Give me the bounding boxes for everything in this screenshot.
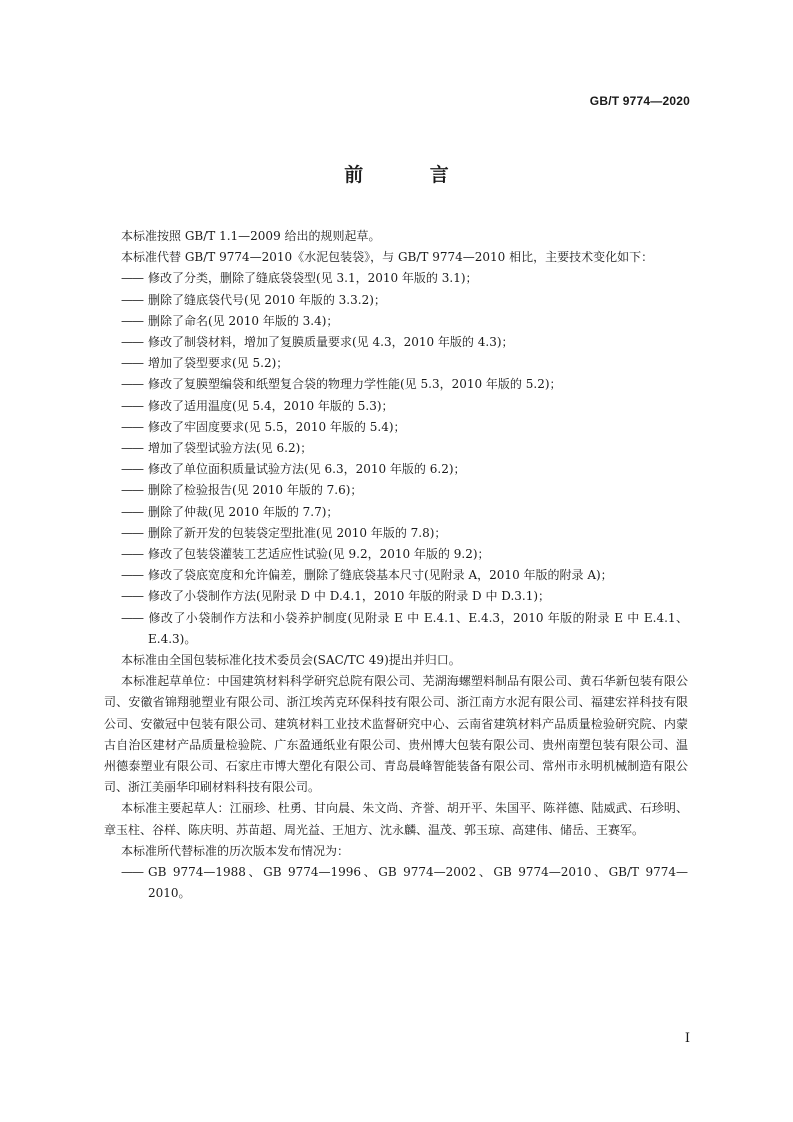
list-item (104, 586, 688, 607)
drafters-paragraph: 本标准主要起草人：江丽珍、杜勇、甘向晨、朱文尚、齐誉、胡开平、朱国平、陈祥德、陆威武、石珍明、章玉柱、谷样、陈庆明、苏苗超、周光益、王旭方、沈永麟、温茂、郭玉琼、高建伟、储岳、王赛军。 (104, 801, 688, 837)
list-item-text: 删除了缝底袋代号(见 2010 年版的 3.3.2)； (148, 292, 386, 307)
list-item (104, 374, 688, 395)
list-item (104, 862, 688, 904)
list-item-text: 删除了新开发的包装袋定型批准(见 2010 年版的 7.8)； (148, 525, 447, 540)
list-item (104, 268, 688, 289)
dash-marker: —— (121, 865, 143, 880)
dash-marker: —— (121, 441, 143, 456)
list-item-text: 修改了分类，删除了缝底袋袋型(见 3.1，2010 年版的 3.1)； (148, 271, 478, 286)
list-item (104, 353, 688, 374)
page-title: 前 言 (344, 164, 479, 186)
list-item-text: 修改了小袋制作方法和小袋养护制度(见附录 E 中 E.4.1、E.4.3，2010 年版的附录 E 中 E.4.1、E.4.3)。 (148, 610, 688, 646)
list-item-text: 修改了适用温度(见 5.4，2010 年版的 5.3)； (148, 398, 394, 413)
list-item (104, 480, 688, 501)
dash-marker: —— (121, 525, 143, 540)
dash-marker: —— (121, 568, 143, 583)
list-item (104, 332, 688, 353)
list-item-text: GB 9774—1988、GB 9774—1996、GB 9774—2002、GB 9774—2010、GB/T 9774—2010。 (148, 865, 688, 901)
list-item (104, 396, 688, 417)
list-item-text: 修改了小袋制作方法(见附录 D 中 D.4.1，2010 年版的附录 D 中 D.3.1)； (148, 589, 551, 604)
dash-marker: —— (121, 271, 143, 286)
dash-marker: —— (121, 504, 143, 519)
list-item-text: 增加了袋型试验方法(见 6.2)； (148, 441, 313, 456)
list-item-text: 删除了命名(见 2010 年版的 3.4)； (148, 313, 339, 328)
list-item (104, 311, 688, 332)
list-item (104, 459, 688, 480)
dash-marker: —— (121, 377, 143, 392)
list-item-text: 删除了仲裁(见 2010 年版的 7.7)； (148, 504, 339, 519)
drafting-units-paragraph: 本标准起草单位：中国建筑材料科学研究总院有限公司、芜湖海螺塑料制品有限公司、黄石华新包装有限公司、安徽省锦翔驰塑业有限公司、浙江埃芮克环保科技有限公司、浙江南方水泥有限公司、福建宏祥科技有限公司、安徽冠中包装有限公司、建筑材料工业技术监督研究中心、云南省建筑材料产品质量检验研究院、内蒙古自治区建材产品质量检验院、广东盈通纸业有限公司、贵州博大包装有限公司、贵州南塑包装有限公司、温州德泰塑业有限公司、石家庄市博大塑化有限公司、青岛晨峰智能装备有限公司、常州市永明机械制造有限公司、浙江美丽华印刷材料科技有限公司。 (104, 674, 688, 795)
standard-number: GB/T 9774—2020 (589, 94, 690, 108)
dash-marker: —— (121, 398, 143, 413)
dash-marker: —— (121, 547, 143, 562)
intro-paragraph: 本标准按照 GB/T 1.1—2009 给出的规则起草。 (121, 229, 381, 243)
intro-paragraph: 本标准代替 GB/T 9774—2010《水泥包装袋》，与 GB/T 9774—2010 相比，主要技术变化如下： (121, 250, 654, 265)
list-item-text: 修改了复膜塑编袋和纸塑复合袋的物理力学性能(见 5.3，2010 年版的 5.2)； (148, 377, 562, 392)
dash-marker: —— (121, 610, 143, 625)
list-item (104, 565, 688, 586)
foreword-body (104, 226, 688, 905)
list-item (104, 502, 688, 523)
list-item-text: 修改了牢固度要求(见 5.5，2010 年版的 5.4)； (148, 419, 406, 434)
page-number: I (684, 1031, 690, 1046)
dash-marker: —— (121, 356, 143, 371)
dash-marker: —— (121, 292, 143, 307)
changes-list (104, 268, 688, 650)
list-item (104, 544, 688, 565)
list-item-text: 修改了包装袋灌装工艺适应性试验(见 9.2，2010 年版的 9.2)； (148, 547, 490, 562)
list-item (104, 417, 688, 438)
list-item-text: 增加了袋型要求(见 5.2)； (148, 356, 289, 371)
dash-marker: —— (121, 335, 143, 350)
dash-marker: —— (121, 419, 143, 434)
list-item (104, 523, 688, 544)
list-item (104, 438, 688, 459)
dash-marker: —— (121, 589, 143, 604)
dash-marker: —— (121, 313, 143, 328)
list-item-text: 修改了单位面积质量试验方法(见 6.3，2010 年版的 6.2)； (148, 462, 466, 477)
list-item (104, 290, 688, 311)
proposer-paragraph: 本标准由全国包装标准化技术委员会(SAC/TC 49)提出并归口。 (121, 653, 461, 668)
list-item (104, 608, 688, 650)
history-intro-paragraph: 本标准所代替标准的历次版本发布情况为： (121, 843, 350, 858)
list-item-text: 删除了检验报告(见 2010 年版的 7.6)； (148, 483, 363, 498)
dash-marker: —— (121, 483, 143, 498)
history-list (104, 862, 688, 904)
list-item-text: 修改了制袋材料，增加了复膜质量要求(见 4.3，2010 年版的 4.3)； (148, 335, 514, 350)
dash-marker: —— (121, 462, 143, 477)
list-item-text: 修改了袋底宽度和允许偏差，删除了缝底袋基本尺寸(见附录 A，2010 年版的附录 A)； (148, 568, 613, 583)
